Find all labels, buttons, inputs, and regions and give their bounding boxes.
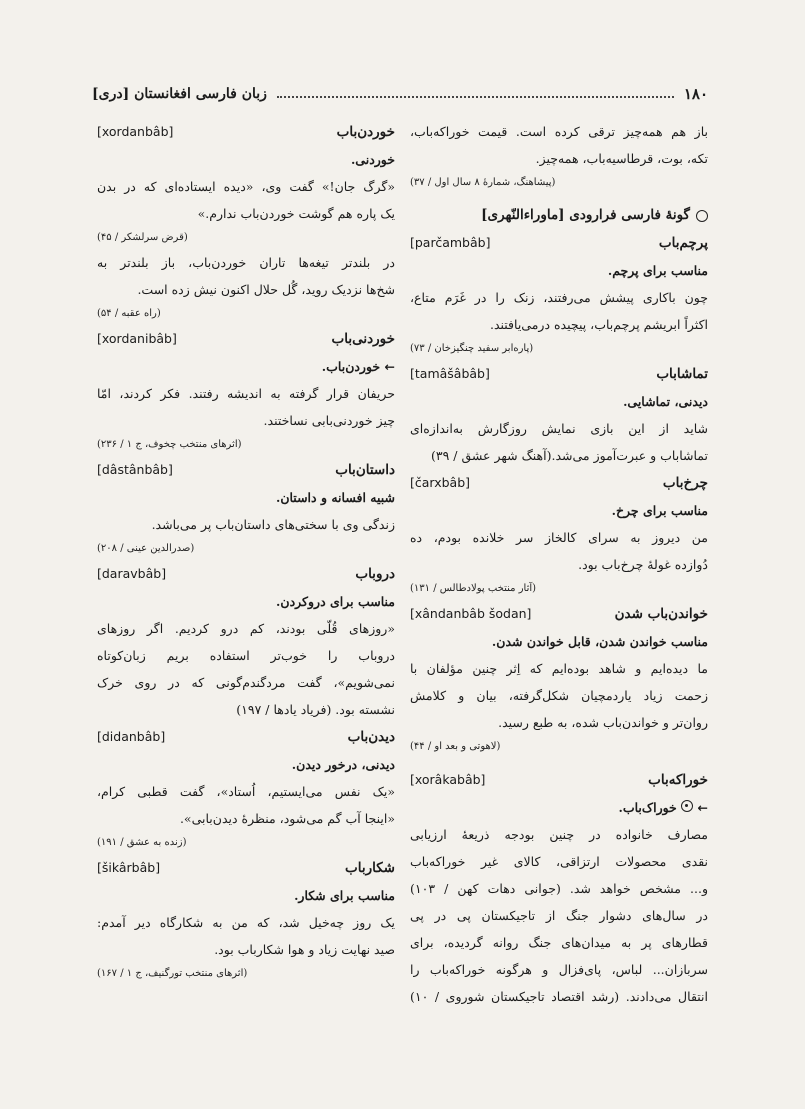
text-line: چیز خوردنی‌بابی نساختند. [263, 413, 395, 428]
text-line: من دیروز به سرای کالخاز سر خلانده بودم، ده [410, 530, 708, 545]
text-line: در سال‌های دشوار جنگ از تاجیکستان پی در پی [410, 908, 708, 923]
text-line: باز هم همه‌چیز ترقی کرده است. قیمت خوراکه‌باب، [410, 124, 708, 139]
text-line: یک روز چه‌خیل شد، که من به شکارگاه دیر آمدم: [97, 915, 395, 930]
definition: دیدنی، درخور دیدن. [291, 757, 395, 772]
text-line: نمی‌شویم»، گفت مردگندم‌گونی که در روی خرک [97, 675, 395, 690]
transliteration: [xândanbâb šodan] [410, 606, 532, 621]
citation: (پیشاهنگ، شمارهٔ ۸ سال اول / ۳۷) [410, 177, 556, 188]
entry-heading [97, 118, 395, 146]
headword: خوردنی‌باب [331, 331, 395, 347]
text-line: چون باکاری پیشش می‌رفتند، زنک را در غَرَم متاع، [410, 290, 708, 305]
citation: (پاره‌ابر سفید چنگیزخان / ۷۳) [410, 343, 534, 354]
transliteration: [xordanibâb] [97, 331, 177, 346]
citation: (اثرهای منتخب چخوف، ج ۱ / ۲۳۶) [97, 439, 242, 450]
text-line: و... مشخص خواهد شد. (جوانی دهات کهن / ۱۰۳) [410, 881, 708, 896]
transliteration: [dâstânbâb] [97, 462, 173, 477]
text-line: مصارف خانواده در چنین بودجه ذریعهٔ ارزیابی [410, 827, 708, 842]
definition: خوردنی. [350, 152, 395, 167]
text-line: زندگی وی با سختی‌های داستان‌باب پر می‌باشد. [151, 517, 395, 532]
citation: (زنده به عشق / ۱۹۱) [97, 837, 187, 848]
running-title: زبان فارسی افغانستان [دری] [92, 86, 267, 102]
see-arrow-icon: ← [384, 359, 395, 374]
headword: خوردن‌باب [336, 124, 395, 140]
definition: مناسب برای شکار. [294, 888, 395, 903]
headword: درو‌باب [355, 566, 395, 582]
headword: خواندن‌باب شدن [614, 606, 708, 622]
definition: دیدنی، تماشایی. [623, 394, 708, 409]
right-column [410, 118, 708, 1008]
transliteration: [tamâšâbâb] [410, 366, 490, 381]
text-line: «روزهای قُلّی بودند، کم درو کردیم. اگر روزهای [97, 621, 395, 636]
text-line: نشسته بود. (فریاد یادها / ۱۹۷) [236, 702, 395, 717]
headword: خوراکه‌باب [648, 772, 708, 788]
transliteration: [didanbâb] [97, 729, 166, 744]
citation: (راه عقبه / ۵۴) [97, 308, 161, 319]
page-number: ۱۸۰ [683, 85, 708, 103]
citation: (اثرهای منتخب تورگنیف، ج ۱ / ۱۶۷) [97, 968, 248, 979]
definition: مناسب برای درو‌کردن. [276, 594, 395, 609]
transliteration: [xorâkabâb] [410, 772, 486, 787]
transliteration: [daravbâb] [97, 566, 167, 581]
entry-heading [97, 723, 395, 751]
citation: (آثار منتخب پولادطالس / ۱۳۱) [410, 583, 537, 594]
citation: (قرض سرلشکر / ۴۵) [97, 232, 188, 243]
text-line: دُوازده غولهٔ چرخ‌باب بود. [578, 557, 708, 572]
left-column [97, 118, 395, 1008]
definition [97, 353, 395, 380]
text-line: درو‌باب را خوب‌تر استفاده بریم زبان‌کوتاه [97, 648, 395, 663]
transliteration: [xordanbâb] [97, 124, 174, 139]
entry-heading [410, 360, 708, 388]
text-line: نقدی محصولات ارتزاقی، کالای غیر خوراکه‌باب [410, 854, 708, 869]
text-line: شخ‌ها نزدیک روید، گُل حلال اکنون نیش زده است. [137, 282, 395, 297]
text-line: در بلندتر تیغه‌ها تاران خوردن‌باب، باز بلندتر به [97, 255, 395, 270]
entry-heading [97, 325, 395, 353]
entry-heading [97, 560, 395, 588]
definition: مناسب برای چرخ. [611, 503, 708, 518]
text-line: ما دیده‌ایم و شاهد بوده‌ایم که اِثر چنین مؤلفان با [410, 661, 708, 676]
headword: تماشاباب [656, 366, 708, 382]
text-line: اکثراً ابریشم پرچم‌باب، پیچیده درمی‌یافتند. [489, 317, 708, 332]
see-arrow-icon: ← [697, 800, 708, 815]
headword: پرچم‌باب [658, 235, 708, 251]
definition: مناسب خواندن شدن، قابل خواندن شدن. [491, 634, 708, 649]
entry-heading [97, 854, 395, 882]
headword: شکارباب [345, 860, 395, 876]
headword: دیدن‌باب [347, 729, 395, 745]
text-line: صید نهایت زیاد و هوا شکارباب بود. [214, 942, 395, 957]
text-line: «اینجا آب گم می‌شود، منظرهٔ دیدن‌بابی». [179, 811, 395, 826]
transliteration: [parčambâb] [410, 235, 491, 250]
text-line: شاید از این بازی نمایش روزگارش به‌اندازه‌ای [410, 421, 708, 436]
running-header [92, 83, 708, 105]
text-line: «گرگ جان!» گفت وی، «دیده ایستاده‌ای که در بدن [97, 179, 395, 194]
headword: داستان‌باب [335, 462, 395, 478]
text-line: قطارهای پر به میدان‌های جنگ روانه گردیده، برای [410, 935, 708, 950]
headword: چرخ‌باب [662, 475, 708, 491]
text-line: زحمت زیاد یاردمچیان شکل‌گرفته، بیان و کلامش [410, 688, 708, 703]
text-line: تکه، بوت، قرطاسیه‌باب، همه‌چیز. [535, 151, 708, 166]
entry-heading [410, 469, 708, 497]
section-heading [410, 202, 708, 229]
text-line: حریفان قرار گرفته به اندیشه رفتند. فکر کردند، امّا [97, 386, 395, 401]
definition: شبیه افسانه و داستان. [275, 490, 395, 505]
text-line: یک پاره هم گوشت خوردن‌باب ندارم.» [197, 206, 395, 221]
text-line: سربازان... لباس، پای‌فزال و هرگونه خوراکه‌باب را [410, 962, 708, 977]
citation: (لاهوتی و بعد او / ۴۴) [410, 741, 501, 752]
dotted-circle-icon [681, 800, 693, 812]
transliteration: [šikârbâb] [97, 860, 161, 875]
cross-reference: خوراک‌باب. [618, 800, 677, 815]
text-line: «یک نفس می‌ایستیم، اُستاد»، گفت قطبی کرام، [97, 784, 395, 799]
definition: مناسب برای پرچم. [607, 263, 708, 278]
text-line: انتقال می‌دادند. (رشد اقتصاد تاجیکستان شوروی / ۱۰) [410, 989, 708, 1004]
definition [410, 794, 708, 821]
header-dotted-leader [277, 96, 674, 98]
cross-reference: خوردن‌باب. [321, 359, 381, 374]
circle-bullet-icon [696, 210, 708, 222]
citation: (صدرالدین عینی / ۲۰۸) [97, 543, 195, 554]
text-line: تماشاباب و عبرت‌آموز می‌شد.(آهنگ شهر عشق / ۳۹) [431, 448, 708, 463]
entry-heading [410, 229, 708, 257]
text-line: روان‌تر و خواندن‌باب شده، به طبع رسید. [498, 715, 708, 730]
entry-heading [410, 600, 708, 628]
entry-heading [97, 456, 395, 484]
transliteration: [čarxbâb] [410, 475, 471, 490]
entry-heading [410, 766, 708, 794]
section-title: گونهٔ فارسی فرارودی [ماوراءالنّهری] [481, 207, 690, 223]
